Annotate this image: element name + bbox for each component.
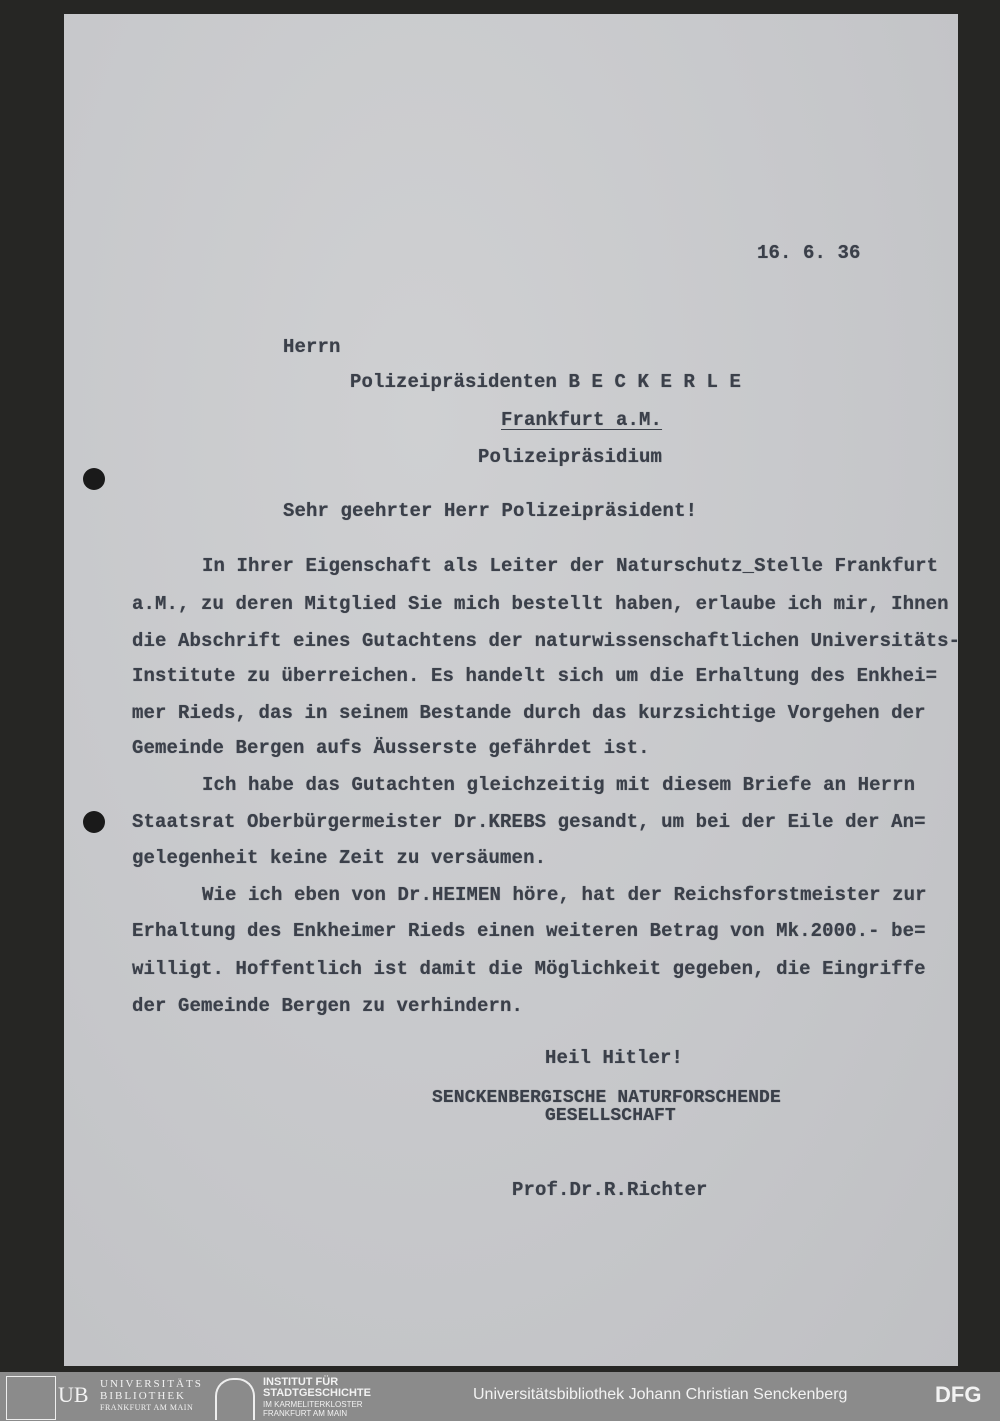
body-line: Staatsrat Oberbürgermeister Dr.KREBS gesandt, um bei der Eile der An= — [132, 811, 926, 833]
dfg-logo: DFG — [935, 1382, 982, 1407]
body-line: gelegenheit keine Zeit zu versäumen. — [132, 847, 547, 869]
ub-logo-icon — [6, 1376, 56, 1420]
institute-subtitle — [263, 1400, 363, 1418]
body-line: mer Rieds, das in seinem Bestande durch das kurzsichtige Vorgehen der — [132, 702, 926, 724]
institute-line: STADTGESCHICHTE — [263, 1387, 371, 1399]
body-line: Institute zu überreichen. Es handelt sich um die Erhaltung des Enkhei= — [132, 665, 938, 687]
document-page — [64, 14, 961, 1366]
ub-name — [100, 1378, 203, 1414]
ub-name-line: FRANKFURT AM MAIN — [100, 1403, 194, 1412]
institute-line: FRANKFURT AM MAIN — [263, 1409, 348, 1418]
organization-line-2: GESELLSCHAFT — [545, 1106, 676, 1126]
library-name: Universitätsbibliothek Johann Christian Senckenberg — [473, 1386, 848, 1403]
ub-name-line: UNIVERSITÄTS — [100, 1378, 203, 1390]
letter-date: 16. 6. 36 — [757, 242, 861, 264]
signature: Prof.Dr.R.Richter — [512, 1179, 708, 1201]
body-line: die Abschrift eines Gutachtens der naturwissenschaftlichen Universitäts- — [132, 630, 961, 652]
recipient-city: Frankfurt a.M. — [501, 409, 663, 431]
punch-hole — [83, 811, 105, 833]
ub-name-line: BIBLIOTHEK — [100, 1390, 186, 1402]
recipient-title: Polizeipräsidenten B E C K E R L E — [350, 371, 742, 393]
salutation-to: Herrn — [283, 336, 341, 358]
body-line: willigt. Hoffentlich ist damit die Möglichkeit gegeben, die Eingriffe — [132, 958, 926, 980]
institute-line: IM KARMELITERKLOSTER — [263, 1400, 363, 1409]
body-line: In Ihrer Eigenschaft als Leiter der Naturschutz_Stelle Frankfurt — [202, 555, 939, 577]
ub-logo-text: UB — [58, 1382, 89, 1407]
body-line: der Gemeinde Bergen zu verhindern. — [132, 995, 524, 1017]
punch-hole — [83, 468, 105, 490]
organization-line-1: SENCKENBERGISCHE NATURFORSCHENDE — [432, 1088, 781, 1108]
greeting: Sehr geehrter Herr Polizeipräsident! — [283, 500, 698, 522]
institute-arch-icon — [215, 1378, 255, 1420]
recipient-office: Polizeipräsidium — [478, 446, 663, 468]
footer-bar — [0, 1372, 1000, 1421]
body-line: Gemeinde Bergen aufs Äusserste gefährdet ist. — [132, 737, 650, 759]
body-line: Wie ich eben von Dr.HEIMEN höre, hat der Reichsforstmeister zur — [202, 884, 927, 906]
body-line: Erhaltung des Enkheimer Rieds einen weiteren Betrag von Mk.2000.- be= — [132, 920, 926, 942]
institute-line: INSTITUT FÜR — [263, 1376, 339, 1388]
body-line: a.M., zu deren Mitglied Sie mich bestellt haben, erlaube ich mir, Ihnen — [132, 593, 949, 615]
body-line: Ich habe das Gutachten gleichzeitig mit diesem Briefe an Herrn — [202, 774, 916, 796]
closing: Heil Hitler! — [545, 1047, 684, 1069]
institute-name — [263, 1377, 371, 1399]
